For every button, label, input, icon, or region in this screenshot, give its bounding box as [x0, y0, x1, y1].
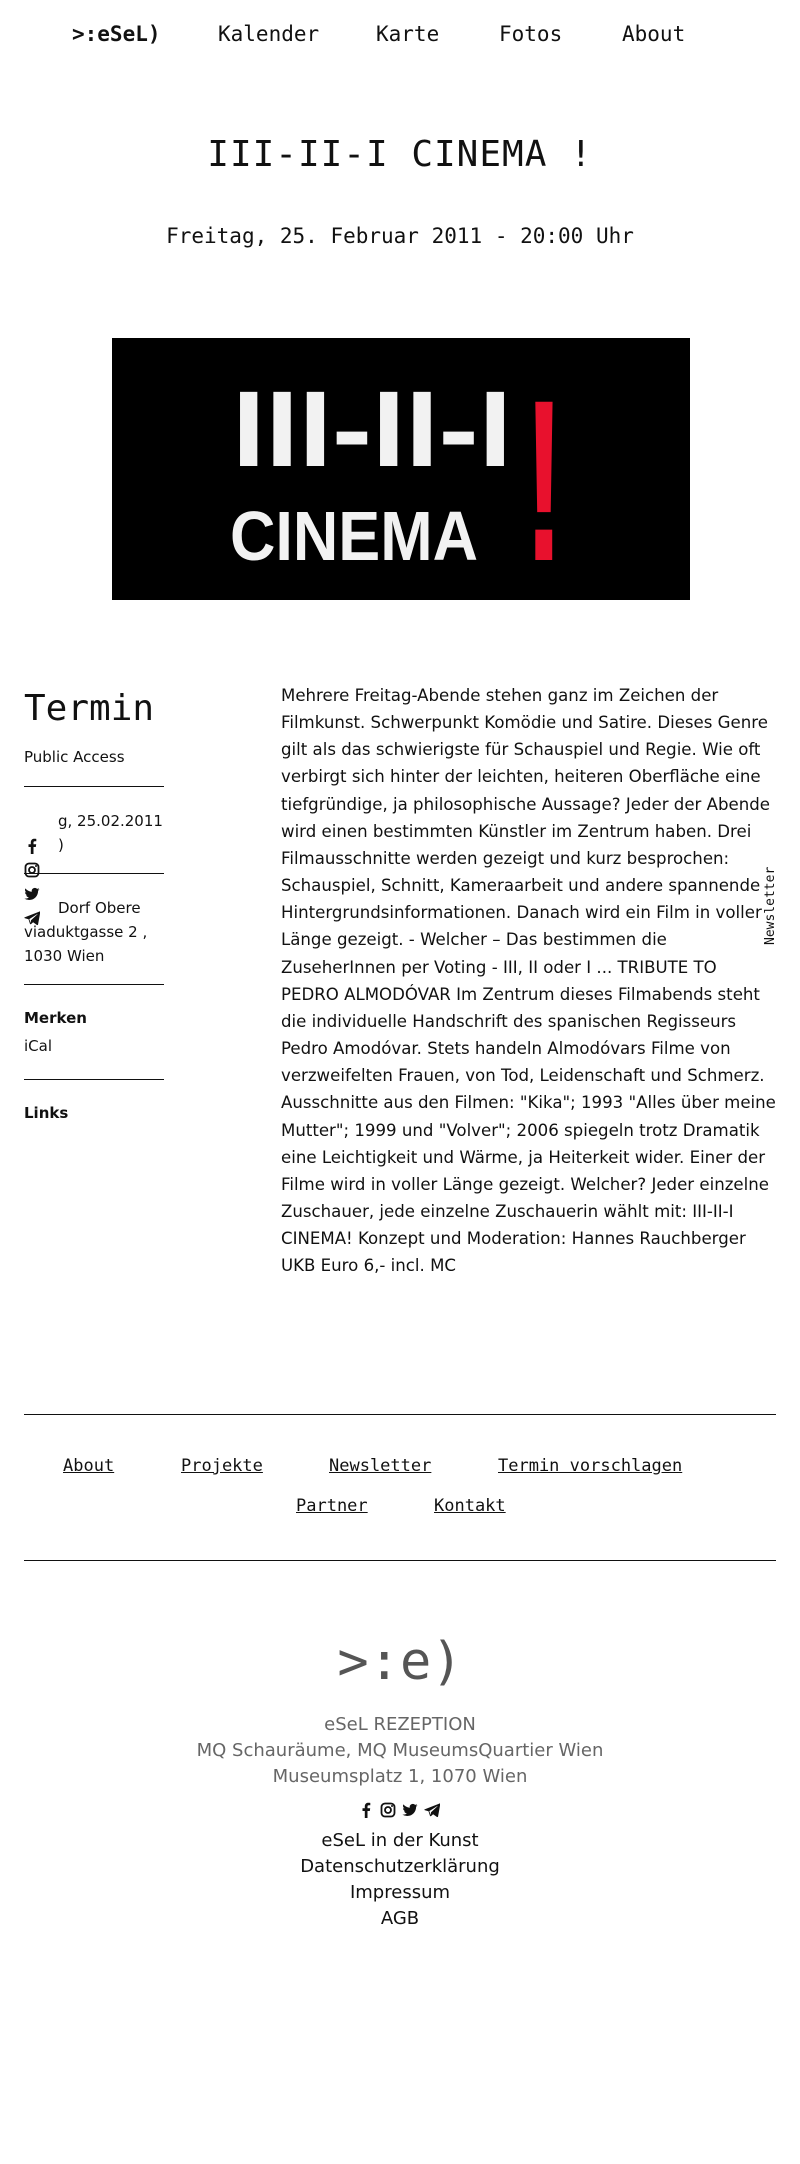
footer-link-partner[interactable]: Partner [296, 1496, 368, 1516]
termin-heading: Termin [24, 688, 155, 729]
footer-nav-agb[interactable]: AGB [380, 1908, 420, 1929]
termin-date [24, 809, 164, 857]
nav-kalender[interactable]: Kalender [218, 22, 320, 46]
location-line: viaduktgasse 2 , [24, 923, 148, 941]
cinema-logo-graphic [112, 338, 690, 600]
merken-label: Merken [24, 1009, 87, 1027]
footer-link-about[interactable]: About [63, 1456, 115, 1476]
telegram-icon[interactable] [424, 1802, 440, 1818]
footer-divider [24, 1414, 776, 1415]
facebook-icon[interactable] [358, 1802, 374, 1818]
event-datetime: Freitag, 25. Februar 2011 - 20:00 Uhr [166, 224, 634, 248]
termin-sidebar [24, 686, 164, 1122]
footer-link-projekte[interactable]: Projekte [181, 1456, 263, 1476]
site-logo[interactable]: >:eSeL) [72, 22, 161, 46]
location-line: 1030 Wien [24, 947, 105, 965]
address-line: Museumsplatz 1, 1070 Wien [272, 1766, 528, 1787]
footer-logo[interactable]: >:e) [337, 1632, 463, 1692]
nav-fotos[interactable]: Fotos [499, 22, 563, 46]
image-text-line1: III-II-I [232, 368, 512, 489]
footer-divider [24, 1560, 776, 1561]
event-description: Mehrere Freitag-Abende stehen ganz im Zeichen der Filmkunst. Schwerpunkt Komödie und Satire. Dieses Genre gilt als das schwierigste für Schauspiel und Regie. Wie oft verbirgt sich hinter der leichten, heiteren Oberfläche eine tiefgründige, ja philosophische Aussage? Jeder der Abende wird einen bestimmten Künstler im Zentrum haben. Drei Filmausschnitte werden gezeigt und kurz besprochen: Schauspiel, Schnitt, Kameraarbeit und andere spannende Hintergrundsinformationen. Danach wird ein Film in voller Länge gezeigt. - Welcher – Das bestimmen die ZuseherInnen per Voting - III, II oder I ... TRIBUTE TO PEDRO ALMODÓVAR Im Zentrum dieses Filmabends steht die individuelle Handschrift des spanischen Regisseurs Pedro Amodóvar. Stets handeln Almodóvars Filme von verzweifelten Frauen, von Tod, Leidenschaft und Schmerz. Ausschnitte aus den Filmen: "Kika"; 1993 "Alles über meine Mutter"; 1999 und "Volver"; 2006 spiegeln trotz Dramatik eine Leichtigkeit und Wärme, ja Heiterkeit wider. Einer der Filme wird in voller Länge gezeigt. Welcher? Jeder einzelne Zuschauer, jede einzelne Zuschauerin wählt mit: III-II-I CINEMA! Konzept und Moderation: Hannes Rauchberger UKB Euro 6,- incl. MC [281, 686, 776, 1276]
sidebar-divider [24, 984, 164, 985]
sidebar-divider [24, 786, 164, 787]
footer-nav-impressum[interactable]: Impressum [349, 1882, 451, 1903]
image-text-line2: CINEMA [230, 497, 478, 575]
event-image [112, 338, 690, 600]
instagram-icon[interactable] [380, 1802, 396, 1818]
footer-link-newsletter[interactable]: Newsletter [329, 1456, 432, 1476]
footer-nav-datenschutz[interactable]: Datenschutzerklärung [300, 1856, 500, 1877]
termin-time-line: ) [58, 836, 64, 854]
image-exclamation: ! [524, 352, 564, 600]
top-nav [0, 22, 800, 52]
sidebar-divider [24, 1079, 164, 1080]
address-line: MQ Schauräume, MQ MuseumsQuartier Wien [196, 1740, 604, 1761]
footer-link-termin-vorschlagen[interactable]: Termin vorschlagen [498, 1456, 683, 1476]
access-label: Public Access [24, 748, 125, 766]
sidebar-divider [24, 873, 164, 874]
location-line: Dorf Obere [58, 899, 141, 917]
nav-karte[interactable]: Karte [376, 22, 440, 46]
newsletter-tab-label: Newsletter [763, 866, 778, 945]
footer-link-kontakt[interactable]: Kontakt [434, 1496, 506, 1516]
footer-social-icons [358, 1802, 442, 1818]
footer-nav [0, 1828, 800, 1932]
ical-link[interactable]: iCal [24, 1037, 53, 1055]
address-line: eSeL REZEPTION [324, 1714, 476, 1735]
links-label: Links [24, 1104, 69, 1122]
termin-location [24, 896, 164, 968]
twitter-icon[interactable] [402, 1802, 418, 1818]
footer-address [0, 1712, 800, 1790]
event-title: III-II-I CINEMA ! [207, 134, 593, 175]
nav-about[interactable]: About [622, 22, 686, 46]
footer-nav-kunst[interactable]: eSeL in der Kunst [321, 1830, 479, 1851]
termin-date-line: g, 25.02.2011 [58, 812, 163, 830]
